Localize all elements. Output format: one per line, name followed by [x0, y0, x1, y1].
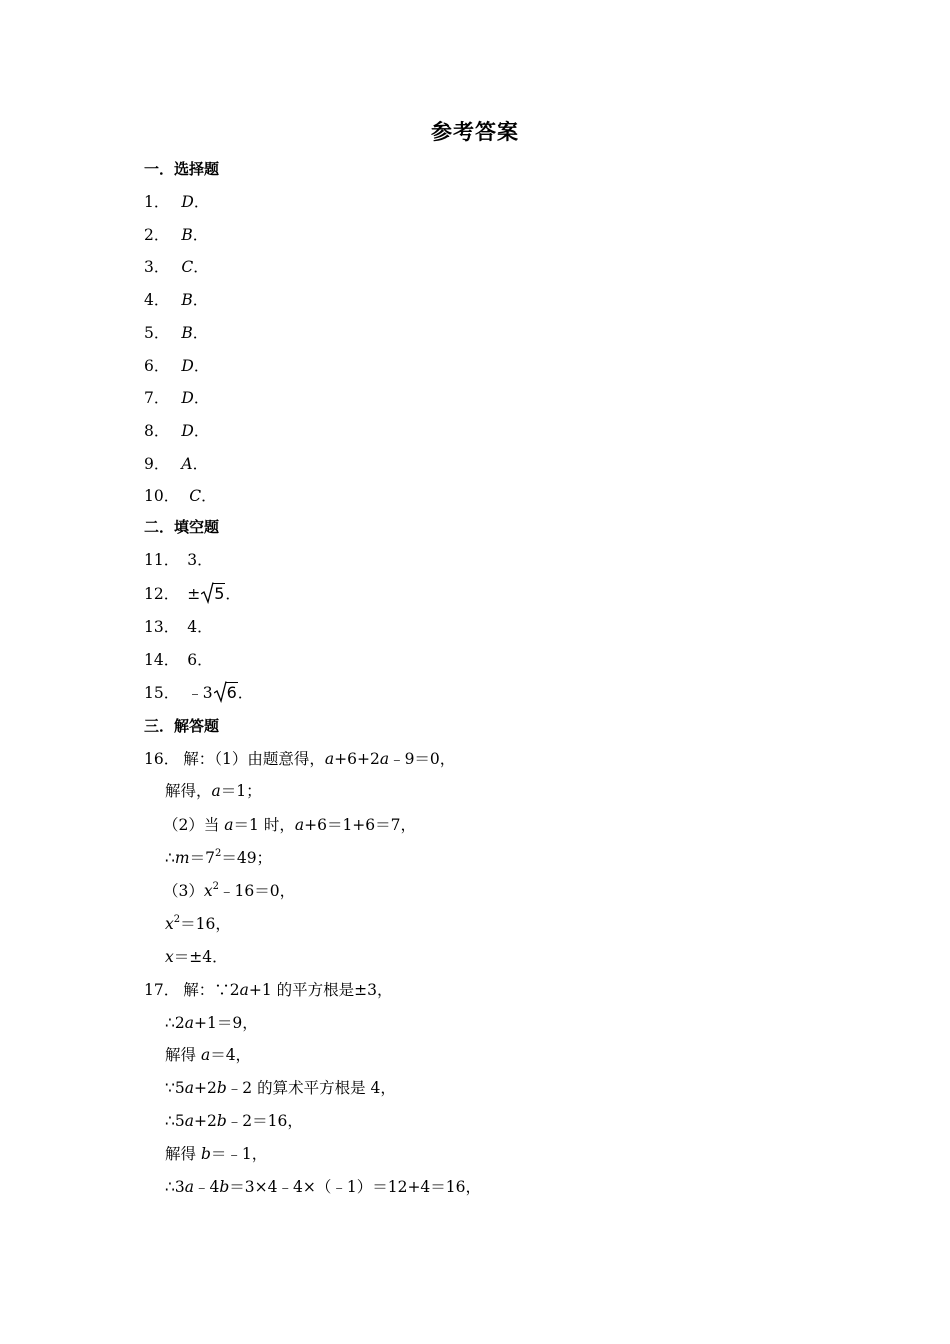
var: a: [200, 1046, 211, 1064]
item-period: ．: [193, 356, 210, 375]
var: x: [165, 948, 174, 966]
text: +2: [193, 1112, 217, 1130]
sqrt-5: [201, 584, 225, 604]
item-number: 10．: [144, 487, 180, 506]
text: +1＝9，: [193, 1014, 258, 1032]
text: ＝±4．: [173, 948, 228, 966]
item-number: 13．: [144, 618, 180, 636]
item-number: 2．: [144, 225, 170, 244]
var: a: [184, 1112, 194, 1130]
var: a: [211, 782, 221, 800]
mc-item: [144, 356, 209, 376]
mc-item: [144, 290, 208, 310]
text: +6+2: [334, 750, 380, 768]
sqrt-6: [214, 683, 238, 703]
q17-line-6: [165, 1144, 267, 1164]
var: a: [184, 1014, 194, 1032]
q16-line-5: [163, 881, 295, 901]
text: ＝4，: [210, 1046, 252, 1064]
text: ＝3×4﹣4×（﹣1）＝12+4＝16，: [229, 1178, 482, 1196]
fill-item-12: [144, 584, 241, 604]
text: +2: [193, 1079, 217, 1097]
var: a: [184, 1178, 194, 1196]
q17-line-1: [144, 980, 393, 1000]
fill-item-14: [144, 650, 213, 670]
q16-line-1: [144, 749, 455, 769]
text: ∴2: [165, 1014, 185, 1032]
item-answer: B: [181, 291, 193, 310]
mc-item: [144, 454, 208, 474]
var: a: [379, 750, 390, 768]
mc-item: [144, 257, 209, 277]
radicand: 6: [226, 683, 237, 702]
fill-item-11: [144, 550, 213, 570]
var: x: [165, 915, 174, 933]
item-answer: D: [181, 193, 194, 211]
text: （2）当: [163, 816, 225, 834]
item-number: 12．: [144, 585, 180, 603]
item-answer-suffix: ．: [225, 585, 241, 603]
item-period: ．: [193, 258, 209, 277]
text: ∵5: [165, 1079, 185, 1097]
exponent: 2: [173, 914, 181, 925]
exponent: 2: [214, 848, 222, 859]
radicand: 5: [214, 584, 225, 603]
text: +1 的平方根是±3，: [248, 981, 393, 999]
item-answer: 6．: [187, 651, 213, 669]
text: ＝﹣1，: [210, 1145, 268, 1163]
item-period: ．: [192, 291, 209, 310]
mc-item: [144, 225, 208, 245]
item-number: 15．: [144, 684, 180, 702]
var: b: [200, 1145, 211, 1163]
text: ＝16，: [180, 915, 231, 933]
item-answer: A: [181, 454, 193, 473]
item-answer: D: [181, 356, 194, 375]
item-number: 16．: [144, 750, 180, 768]
text: ∴5: [165, 1112, 185, 1130]
text: ∴3: [165, 1178, 185, 1196]
text: 解：∵2: [183, 981, 240, 999]
text: ＝1 时，: [233, 816, 295, 834]
text: ﹣4: [193, 1178, 220, 1196]
var: a: [324, 750, 335, 768]
item-answer: C: [189, 487, 202, 506]
q17-line-5: [165, 1111, 303, 1131]
item-period: ．: [192, 454, 209, 473]
text: ＝49；: [221, 849, 273, 867]
item-number: 11．: [144, 551, 180, 569]
q17-line-2: [165, 1013, 258, 1033]
item-answer: 3．: [187, 551, 213, 569]
page-title: 参考答案: [431, 120, 519, 144]
text: 解得，: [165, 782, 212, 800]
exponent: 2: [212, 881, 219, 892]
item-answer-prefix: ﹣3: [187, 684, 213, 702]
var: b: [219, 1178, 230, 1196]
section-heading-multiple-choice: 一．选择题: [144, 160, 220, 178]
text: 解得: [165, 1046, 201, 1064]
text: 解：（1）由题意得，: [183, 750, 325, 768]
var: x: [203, 882, 213, 900]
fill-item-13: [144, 617, 213, 637]
mc-item: [144, 421, 209, 441]
mc-item: [144, 388, 209, 408]
item-answer: D: [181, 421, 194, 440]
item-period: ．: [192, 323, 209, 342]
item-period: ．: [192, 225, 209, 244]
item-period: ．: [201, 487, 217, 506]
item-answer: 4．: [187, 618, 213, 636]
item-answer: D: [181, 389, 194, 408]
item-number: 7．: [144, 389, 170, 408]
item-number: 9．: [144, 454, 170, 473]
var: b: [216, 1079, 227, 1097]
text: （3）: [163, 882, 204, 900]
q16-line-6: [165, 914, 231, 934]
text: ﹣2 的算术平方根是 4，: [226, 1079, 396, 1097]
item-period: ．: [193, 389, 210, 408]
section-heading-solutions: 三．解答题: [144, 717, 220, 735]
item-number: 6．: [144, 356, 170, 375]
var: m: [174, 849, 190, 867]
q16-line-7: [165, 947, 228, 967]
q16-line-4: [165, 848, 272, 868]
text: +6＝1+6＝7，: [304, 816, 417, 834]
item-period: ．: [193, 421, 210, 440]
item-number: 1．: [144, 193, 170, 211]
var: a: [224, 816, 234, 834]
mc-item: [144, 192, 209, 212]
q16-line-2: [165, 781, 262, 801]
item-answer-prefix: ±: [187, 585, 201, 603]
q17-line-3: [165, 1045, 251, 1065]
item-answer-suffix: ．: [237, 684, 254, 702]
text: 解得: [165, 1145, 201, 1163]
text: ﹣2＝16，: [226, 1112, 303, 1130]
var: a: [294, 816, 305, 834]
text: ﹣9＝0，: [389, 750, 456, 768]
item-number: 8．: [144, 421, 170, 440]
fill-item-15: [144, 683, 253, 703]
q17-line-7: [165, 1177, 481, 1197]
mc-item: [144, 323, 208, 343]
var: b: [216, 1112, 227, 1130]
var: a: [239, 981, 249, 999]
item-answer: B: [181, 323, 193, 342]
item-answer: C: [181, 258, 194, 277]
var: a: [184, 1079, 194, 1097]
item-number: 4．: [144, 291, 170, 310]
text: ＝7: [189, 849, 215, 867]
text: ∴: [165, 849, 175, 867]
text: ﹣16＝0，: [219, 882, 296, 900]
mc-item: [144, 486, 217, 506]
item-number: 5．: [144, 323, 170, 342]
text: ＝1；: [220, 782, 262, 800]
q16-line-3: [163, 815, 416, 835]
q17-line-4: [165, 1078, 396, 1098]
item-number: 14．: [144, 651, 180, 669]
item-number: 3．: [144, 258, 170, 277]
item-answer: B: [181, 225, 193, 244]
section-heading-fill-in: 二．填空题: [144, 518, 220, 536]
item-period: ．: [193, 193, 210, 211]
item-number: 17．: [144, 981, 180, 999]
